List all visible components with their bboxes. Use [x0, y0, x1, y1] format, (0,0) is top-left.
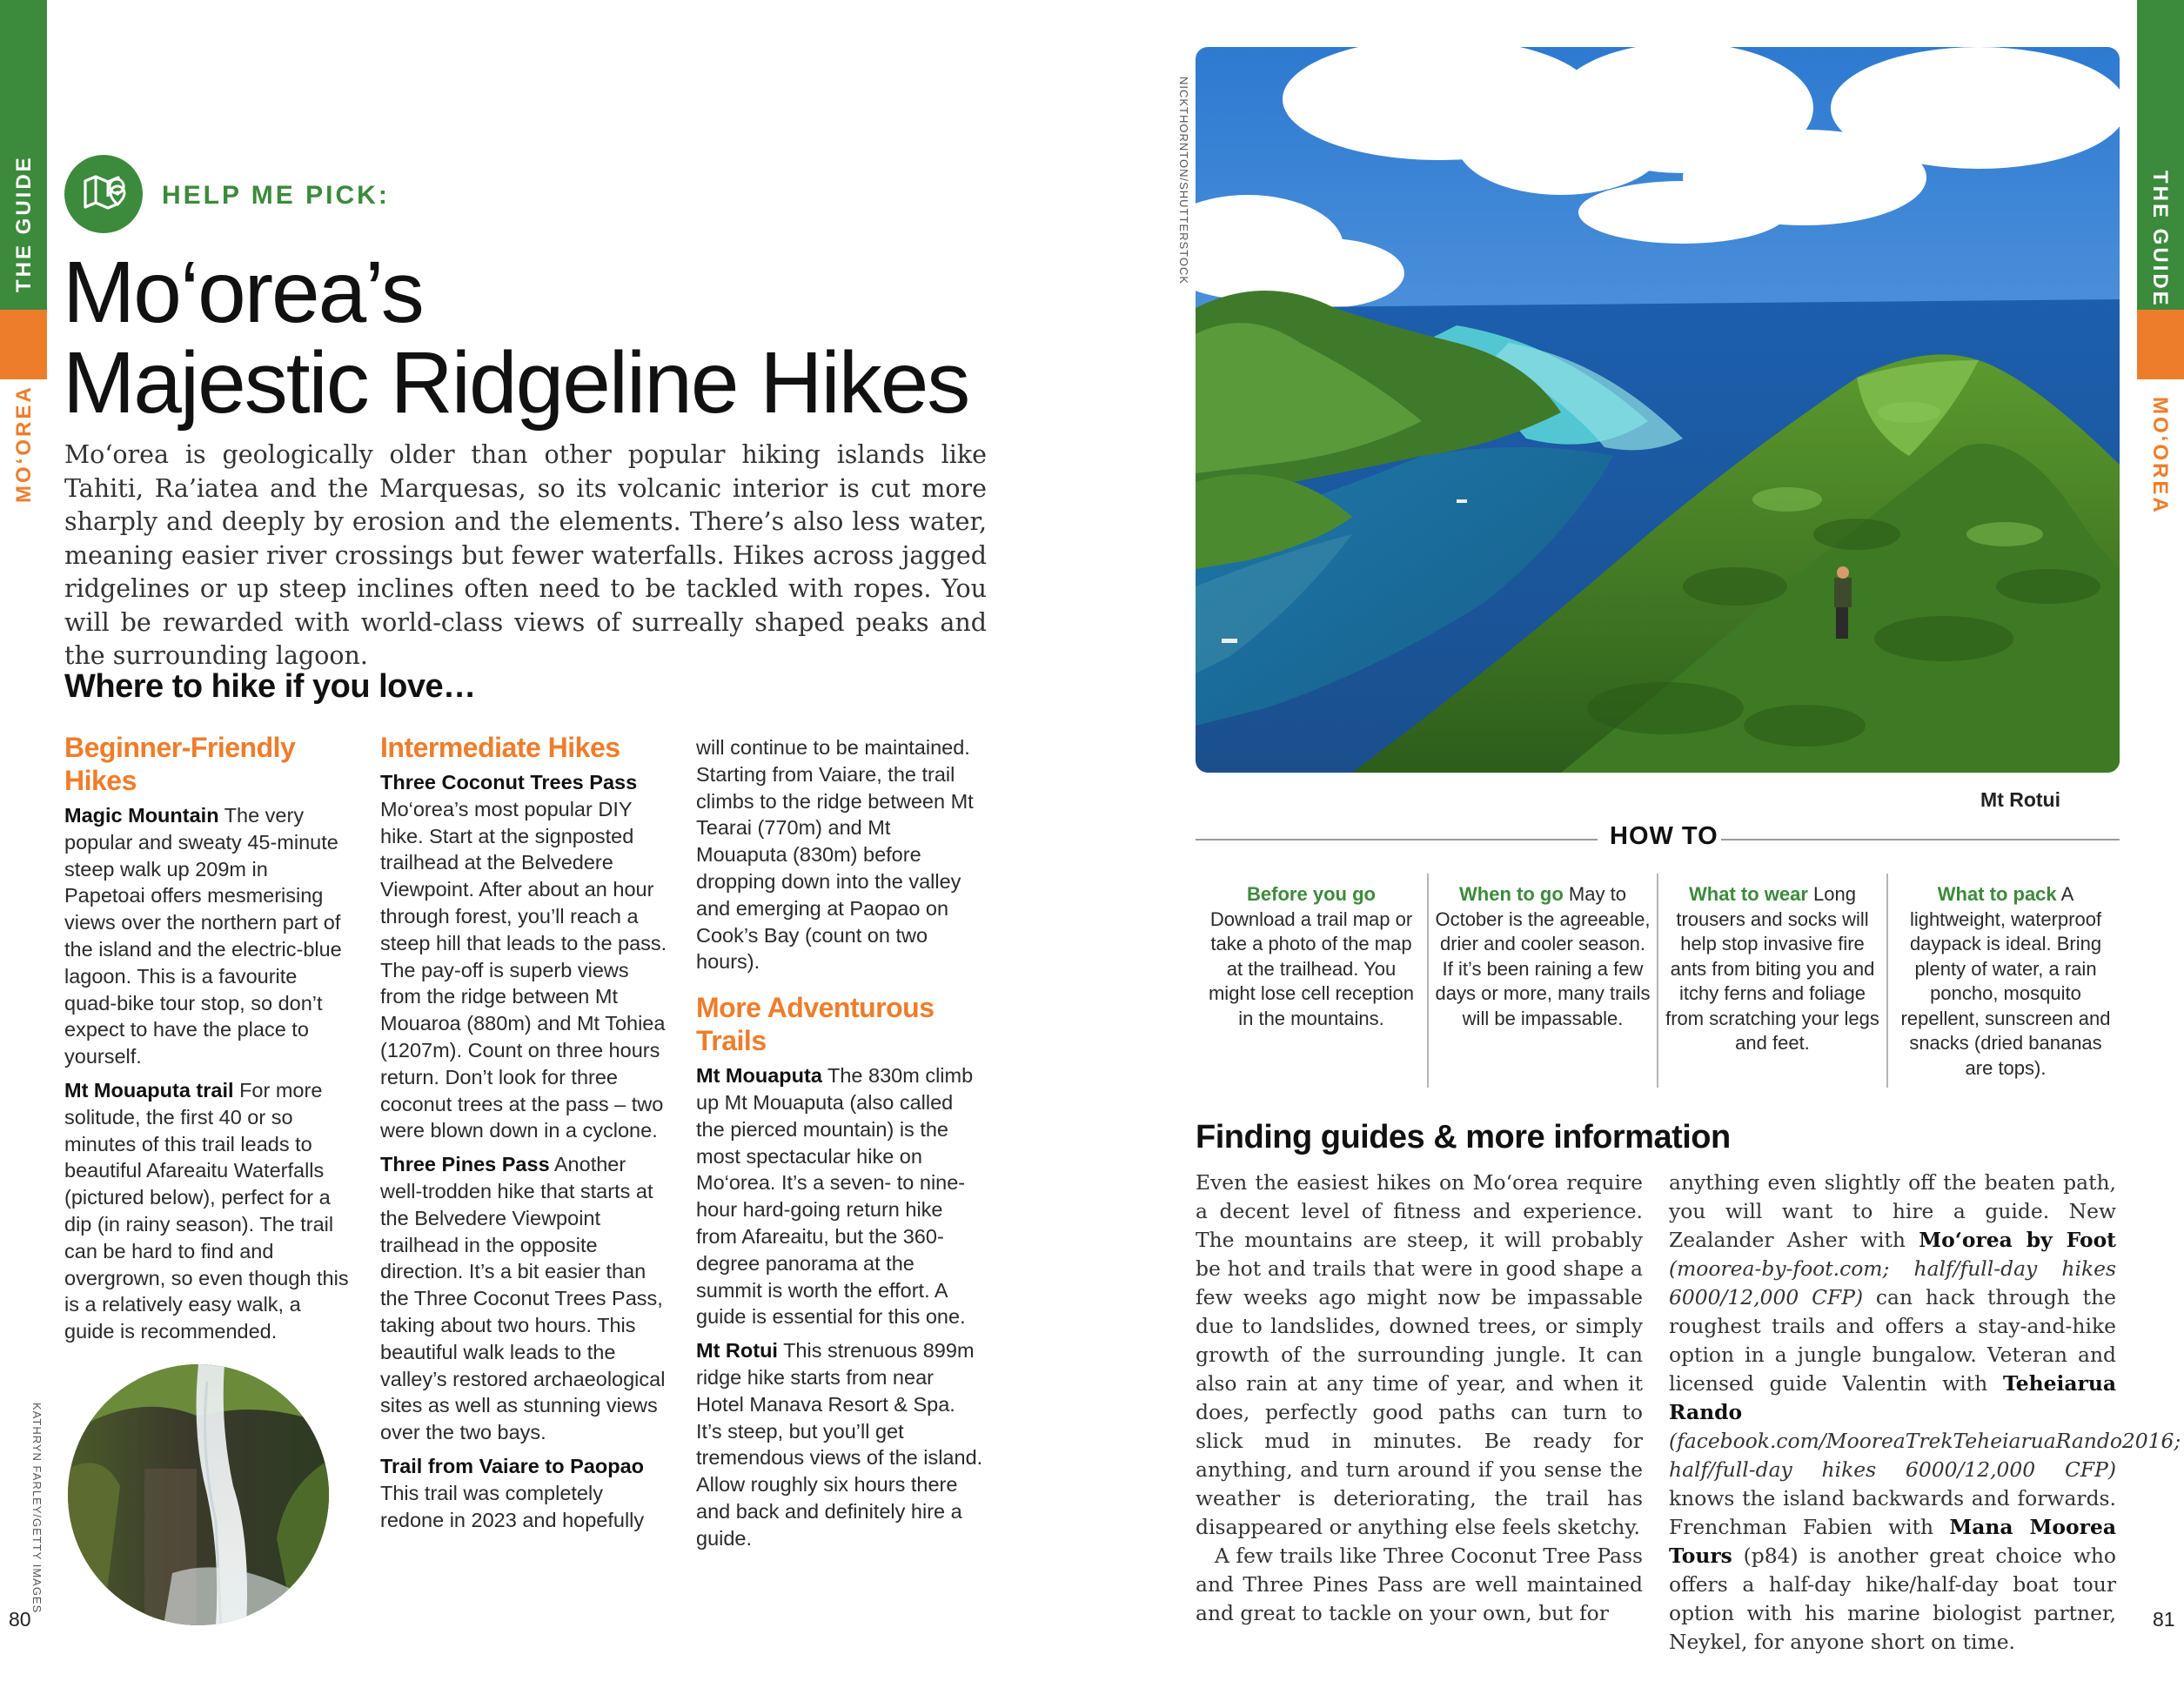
list-item: Magic Mountain The very popular and sweaty 45-minute steep walk up 209m in Papetoai offers mesmerising views over the northern part of the island and the electric-blue lagoon. This is a favourite quad-bike tour stop, so don’t expect to have the place to yourself.: [64, 804, 342, 1068]
howto-divider: [1886, 874, 1888, 1088]
help-me-pick-label: HELP ME PICK:: [162, 181, 390, 210]
list-item: Three Coconut Trees Pass Mo‘orea’s most popular DIY hike. Start at the signposted trailhead at the Belvedere Viewpoint. After about an hour through forest, you’ll reach a steep hill that leads to the pass. The pay-off is superb views from the ridge between Mt Mouaroa (880m) and Mt Tohiea (1207m). Count on three hours return. Don’t look for three coconut trees at the pass – two were blown down in a cyclone.: [380, 771, 667, 1142]
waterfall-credit: KATHRYN FARLEY/GETTY IMAGES: [30, 1403, 44, 1614]
page-number-left: 80: [9, 1608, 31, 1631]
side-tab-region-label: MO‘OREA: [12, 385, 36, 503]
howto-before-you-go: Before you go Download a trail map or take a photo of the map at the trailhead. You might lose cell reception in the mountains.: [1208, 883, 1414, 1029]
where-heading: Where to hike if you love…: [64, 668, 476, 705]
beginner-title: Beginner-Friendly Hikes: [64, 732, 296, 796]
list-item: Mt Rotui This strenuous 899m ridge hike starts from near Hotel Manava Resort & Spa. It’s steep, but you’ll get tremendous views of the island. Allow roughly six hours there and back and definitely hire a guide.: [696, 1339, 983, 1550]
page-title: [63, 244, 1002, 432]
guide-name: Mo‘orea by Foot: [1919, 1228, 2116, 1252]
howto-when-to-go: When to go May to October is the agreeable, drier and cooler season. If it’s been raining a few days or more, many trails will be impassable.: [1435, 883, 1651, 1029]
intermediate-title: Intermediate Hikes: [380, 732, 620, 763]
adventurous-column: [696, 734, 983, 1559]
howto-rule-left: [1196, 839, 1598, 840]
finding-column-1: [1196, 1169, 1643, 1628]
photo-credit: NICKTHORNTON/SHUTTERSTOCK: [1177, 77, 1190, 285]
howto-what-to-pack: What to pack A lightweight, waterproof daypack is ideal. Bring plenty of water, a rain poncho, mosquito repellent, sunscreen and snacks (dried bananas are tops).: [1900, 883, 2111, 1079]
howto-title: HOW TO: [1610, 822, 1718, 850]
adventurous-title: More Adventurous Trails: [696, 992, 935, 1057]
map-pin-icon: [64, 155, 143, 233]
title-line-2: Majestic Ridgeline Hikes: [63, 334, 969, 432]
howto-rule-right: [1721, 839, 2120, 840]
mt-rotui-photo: [1196, 47, 2120, 773]
howto-what-to-wear: What to wear Long trousers and socks will help stop invasive fire ants from biting you and itchy ferns and foliage from scratching your legs and feet.: [1665, 883, 1879, 1054]
list-item: Mt Mouaputa The 830m climb up Mt Mouaputa (also called the pierced mountain) is the most spectacular hike on Mo‘orea. It’s a seven- to nine-hour hard-going return hike from Afareaitu, but the 360-degree panorama at the summit is worth the effort. A guide is essential for this one.: [696, 1064, 974, 1329]
list-item: Trail from Vaiare to Paopao This trail was completely redone in 2023 and hopefully: [380, 1454, 645, 1531]
guide-name: Teheiarua Rando: [1669, 1371, 2116, 1424]
intermediate-column: [380, 731, 667, 1540]
page-number-right: 81: [2153, 1608, 2175, 1631]
howto-divider: [1427, 874, 1429, 1088]
beginner-column: [64, 731, 352, 1352]
side-tab-guide-label-right: THE GUIDE: [2148, 171, 2172, 308]
title-line-1: Mo‘orea’s: [63, 244, 423, 341]
list-item: Mt Mouaputa trail For more solitude, the first 40 or so minutes of this trail leads to beautiful Afareaitu Waterfalls (pictured below), perfect for a dip (in rainy season). The trail can be hard to find and overgrown, so even though this is a relatively easy walk, a guide is recommended.: [64, 1078, 349, 1343]
side-tab-region-right: [2137, 310, 2184, 379]
finding-guides-heading: Finding guides & more information: [1196, 1119, 1731, 1155]
waterfall-photo: [68, 1364, 329, 1625]
photo-caption: Mt Rotui: [1980, 788, 2060, 811]
list-item: Three Pines Pass Another well-trodden hike that starts at the Belvedere Viewpoint trailhead in the opposite direction. It’s a bit easier than the Three Coconut Trees Pass, taking about two hours. This beautiful walk leads to the valley’s restored archaeological sites as well as stunning views over the two bays.: [380, 1153, 666, 1444]
guide-name: Mana Moorea Tours: [1669, 1515, 2116, 1568]
finding-paragraph-1: Even the easiest hikes on Mo‘orea require a decent level of fitness and experience. The mountains are steep, it will probably be hot and trails that were in good shape a few weeks ago might now be impassable due to landslides, downed trees, or simply growth of the surrounding jungle. It can also rain at any time of year, and when it does, perfectly good paths can turn to slick mud in minutes. Be ready for anything, and turn around if you sense the weather is deteriorating, the trail has disappeared or anything else feels sketchy.: [1196, 1170, 1643, 1539]
side-tab-region-left: [0, 310, 47, 379]
finding-paragraph-3: anything even slightly off the beaten path, you will want to hire a guide. New Zealander Asher with Mo‘orea by Foot (moorea-by-foot.com; half/full-day hikes 6000/12,000 CFP) can hack through the roughest trails and offers a stay-and-hike option in a jungle bungalow. Veteran and licensed guide Valentin with Teheiarua Rando (facebook.com/MooreaTrekTeheiaruaRando2016; half/full-day hikes 6000/12,000 CFP) knows the island backwards and forwards. Frenchman Fabien with Mana Moorea Tours (p84) is another great choice who offers a half-day hike/half-day boat tour option with his marine biologist partner, Neykel, for anyone short on time.: [1669, 1170, 2181, 1654]
side-tab-region-label-right: MO‘OREA: [2148, 397, 2172, 515]
finding-paragraph-2: A few trails like Three Coconut Tree Pass and Three Pines Pass are well maintained and great to tackle on your own, but for: [1196, 1544, 1643, 1625]
howto-divider: [1657, 874, 1658, 1088]
side-tab-guide-label: THE GUIDE: [12, 155, 36, 292]
intro-paragraph: Mo‘orea is geologically older than other popular hiking islands like Tahiti, Ra’iatea and the Marquesas, so its volcanic interior is cut more sharply and deeply by erosion and the elements. There’s also less water, meaning easier river crossings but fewer waterfalls. Hikes across jagged ridgelines or up steep inclines often need to be tackled with ropes. You will be rewarded with world-class views of surreally shaped peaks and the surrounding lagoon.: [64, 440, 987, 670]
continuation-text: will continue to be maintained. Starting from Vaiare, the trail climbs to the ridge between Mt Tearai (770m) and Mt Mouaputa (830m) before dropping down into the valley and emerging at Paopao on Cook’s Bay (count on two hours).: [696, 736, 974, 974]
